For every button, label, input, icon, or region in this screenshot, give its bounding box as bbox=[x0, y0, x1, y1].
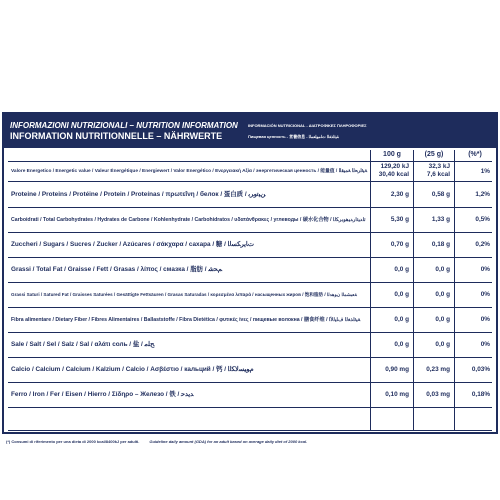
proteins-percent: 1,2% bbox=[475, 191, 490, 198]
column-header-percent: (%*) bbox=[468, 151, 482, 158]
row-label-fiber: Fibra alimentare / Dietary Fiber / Fibres Alimentaires / Ballaststoffe / Fibra Dietética / φυτικές ίνες / пищевые волокна / 膳食纤维 / ﺔﻴﺋاﺬﻐﻟا فﺎﻴﻟﻷا bbox=[11, 317, 361, 323]
salt-100g: 0,0 g bbox=[394, 341, 409, 348]
fiber-percent: 0% bbox=[480, 316, 490, 323]
salt-25g: 0,0 g bbox=[435, 341, 450, 348]
row-divider bbox=[8, 282, 492, 283]
row-divider bbox=[8, 357, 492, 358]
row-divider bbox=[8, 232, 492, 233]
salt-percent: 0% bbox=[480, 341, 490, 348]
energy-25g-kcal: 7,6 kcal bbox=[426, 171, 450, 178]
row-label-fat: Grassi / Total Fat / Graisse / Fett / Grasas / λίπος / смазка / 脂肪 / ﻢﺤﺷ bbox=[11, 266, 223, 273]
row-label-saturated-fat: Grassi Saturi / Satured Fat / Graisses Saturées / Gesättigte Fettsäuren / Grasas Saturadas / κορεσμένα λιπαρά / насыщенных жиров / 饱和脂肪 / ﺔﻌﺒﺸﻤﻟا نﻮﻫﺪﻟا bbox=[11, 292, 357, 297]
row-divider bbox=[8, 207, 492, 208]
saturated-fat-100g: 0,0 g bbox=[394, 291, 409, 298]
fat-25g: 0,0 g bbox=[435, 266, 450, 273]
row-divider bbox=[8, 307, 492, 308]
footnote-english: Guideline daily amount (GDA) for an adult based on average daily diet of 2000 kcal. bbox=[149, 439, 308, 444]
row-divider bbox=[8, 257, 492, 258]
row-divider bbox=[8, 382, 492, 383]
carbohydrates-percent: 0,5% bbox=[475, 216, 490, 223]
row-label-carbohydrates: Carboidrati / Total Carbohydrates / Hydrates de Carbone / Kohlenhydrate / Carbohidratos / υδατάνθρακες / углеводы / 碳水化合物 / تاﺪﻴﺗارﺪﻴﻫﻮﺑﺮﻜﻟا bbox=[11, 217, 366, 223]
iron-percent: 0,18% bbox=[471, 391, 490, 398]
carbohydrates-100g: 5,30 g bbox=[390, 216, 409, 223]
nutrition-label bbox=[2, 112, 498, 434]
iron-25g: 0,03 mg bbox=[426, 391, 450, 398]
calcium-25g: 0,23 mg bbox=[426, 366, 450, 373]
row-divider bbox=[8, 181, 492, 182]
row-label-proteins: Proteine / Proteins / Protéine / Protein / Proteínas / πρωτεΐνη / белок / 蛋白质 / ﻦﻴﺗوﺮﺑ bbox=[11, 191, 266, 198]
row-label-energy: Valore Energetico / Energetic value / Valeur Énergétique / Energiewert / Valor Energético / Ενεργειακή Αξία / энергетическая ценность / 能量值 / ﺔﻴﺋاﺮﺤﻟا ﺔﻤﻴﻘﻟا bbox=[11, 169, 368, 174]
iron-100g: 0,10 mg bbox=[385, 391, 409, 398]
column-header-25g: (25 g) bbox=[424, 151, 444, 158]
fiber-25g: 0,0 g bbox=[435, 316, 450, 323]
row-divider bbox=[8, 332, 492, 333]
column-header-100g: 100 g bbox=[383, 151, 401, 158]
row-divider bbox=[8, 161, 492, 162]
sugars-25g: 0,18 g bbox=[431, 241, 450, 248]
header-title-es-el: INFORMACIÓN NUTRICIONAL - ΔΙΑΤΡΟΦΙΚΕΣ ΠΛΗΡΟΦΟΡΙΕΣ bbox=[248, 123, 367, 128]
carbohydrates-25g: 1,33 g bbox=[431, 216, 450, 223]
row-divider bbox=[8, 407, 492, 408]
footnote-italian: (*) Consumi di riferimento per una dieta di 2000 kcal/8400kJ per adulti. bbox=[6, 439, 140, 444]
energy-25g-kj: 32,3 kJ bbox=[428, 163, 450, 170]
fiber-100g: 0,0 g bbox=[394, 316, 409, 323]
fat-percent: 0% bbox=[480, 266, 490, 273]
header-title-fr-de: INFORMATION NUTRITIONNELLE – NÄHRWERTE bbox=[10, 131, 223, 141]
column-divider bbox=[454, 150, 455, 430]
proteins-25g: 0,58 g bbox=[431, 191, 450, 198]
row-label-salt: Sale / Salt / Sel / Salz / Sal / αλάτι соль / 盐 / ﺢﻠﻣ bbox=[11, 341, 155, 348]
energy-100g-kj: 129,20 kJ bbox=[380, 163, 409, 170]
nutrition-header bbox=[4, 114, 496, 148]
proteins-100g: 2,30 g bbox=[390, 191, 409, 198]
calcium-percent: 0,03% bbox=[471, 366, 490, 373]
sugars-percent: 0,2% bbox=[475, 241, 490, 248]
sugars-100g: 0,70 g bbox=[390, 241, 409, 248]
column-divider bbox=[370, 150, 371, 430]
header-right bbox=[248, 120, 496, 142]
row-label-iron: Ferro / Iron / Fer / Eisen / Hierro / Σίδηρο – Железо / 铁 / ﺪﻳﺪﺣ bbox=[11, 391, 194, 398]
footnote bbox=[6, 438, 496, 446]
energy-100g-kcal: 30,40 kcal bbox=[378, 171, 409, 178]
header-left bbox=[10, 120, 238, 142]
saturated-fat-percent: 0% bbox=[480, 291, 490, 298]
fat-100g: 0,0 g bbox=[394, 266, 409, 273]
row-divider bbox=[8, 430, 492, 431]
saturated-fat-25g: 0,0 g bbox=[435, 291, 450, 298]
header-title-it-en: INFORMAZIONI NUTRIZIONALI – NUTRITION INFORMATION bbox=[10, 121, 238, 130]
row-label-calcium: Calcio / Calcium / Calcium / Kalzium / Calcio / Ασβέστιο / кальций / 钙 / مﻮﻴﺴﻟﺎﻜﻟا bbox=[11, 366, 254, 373]
header-title-ru-zh-ar: Пищевая ценность - 営養信息 - ﺔﻴﺋاﺬﻐﻟا تﺎﻣﻮﻠﻌﻤﻟا bbox=[248, 134, 339, 139]
row-label-sugars: Zuccheri / Sugars / Sucres / Zucker / Azúcares / σάκχαρα / сахара / 糖 / تﺎﻳﺮﻜﺴﻟا bbox=[11, 241, 254, 248]
energy-percent: 1% bbox=[480, 168, 490, 175]
calcium-100g: 0,90 mg bbox=[385, 366, 409, 373]
